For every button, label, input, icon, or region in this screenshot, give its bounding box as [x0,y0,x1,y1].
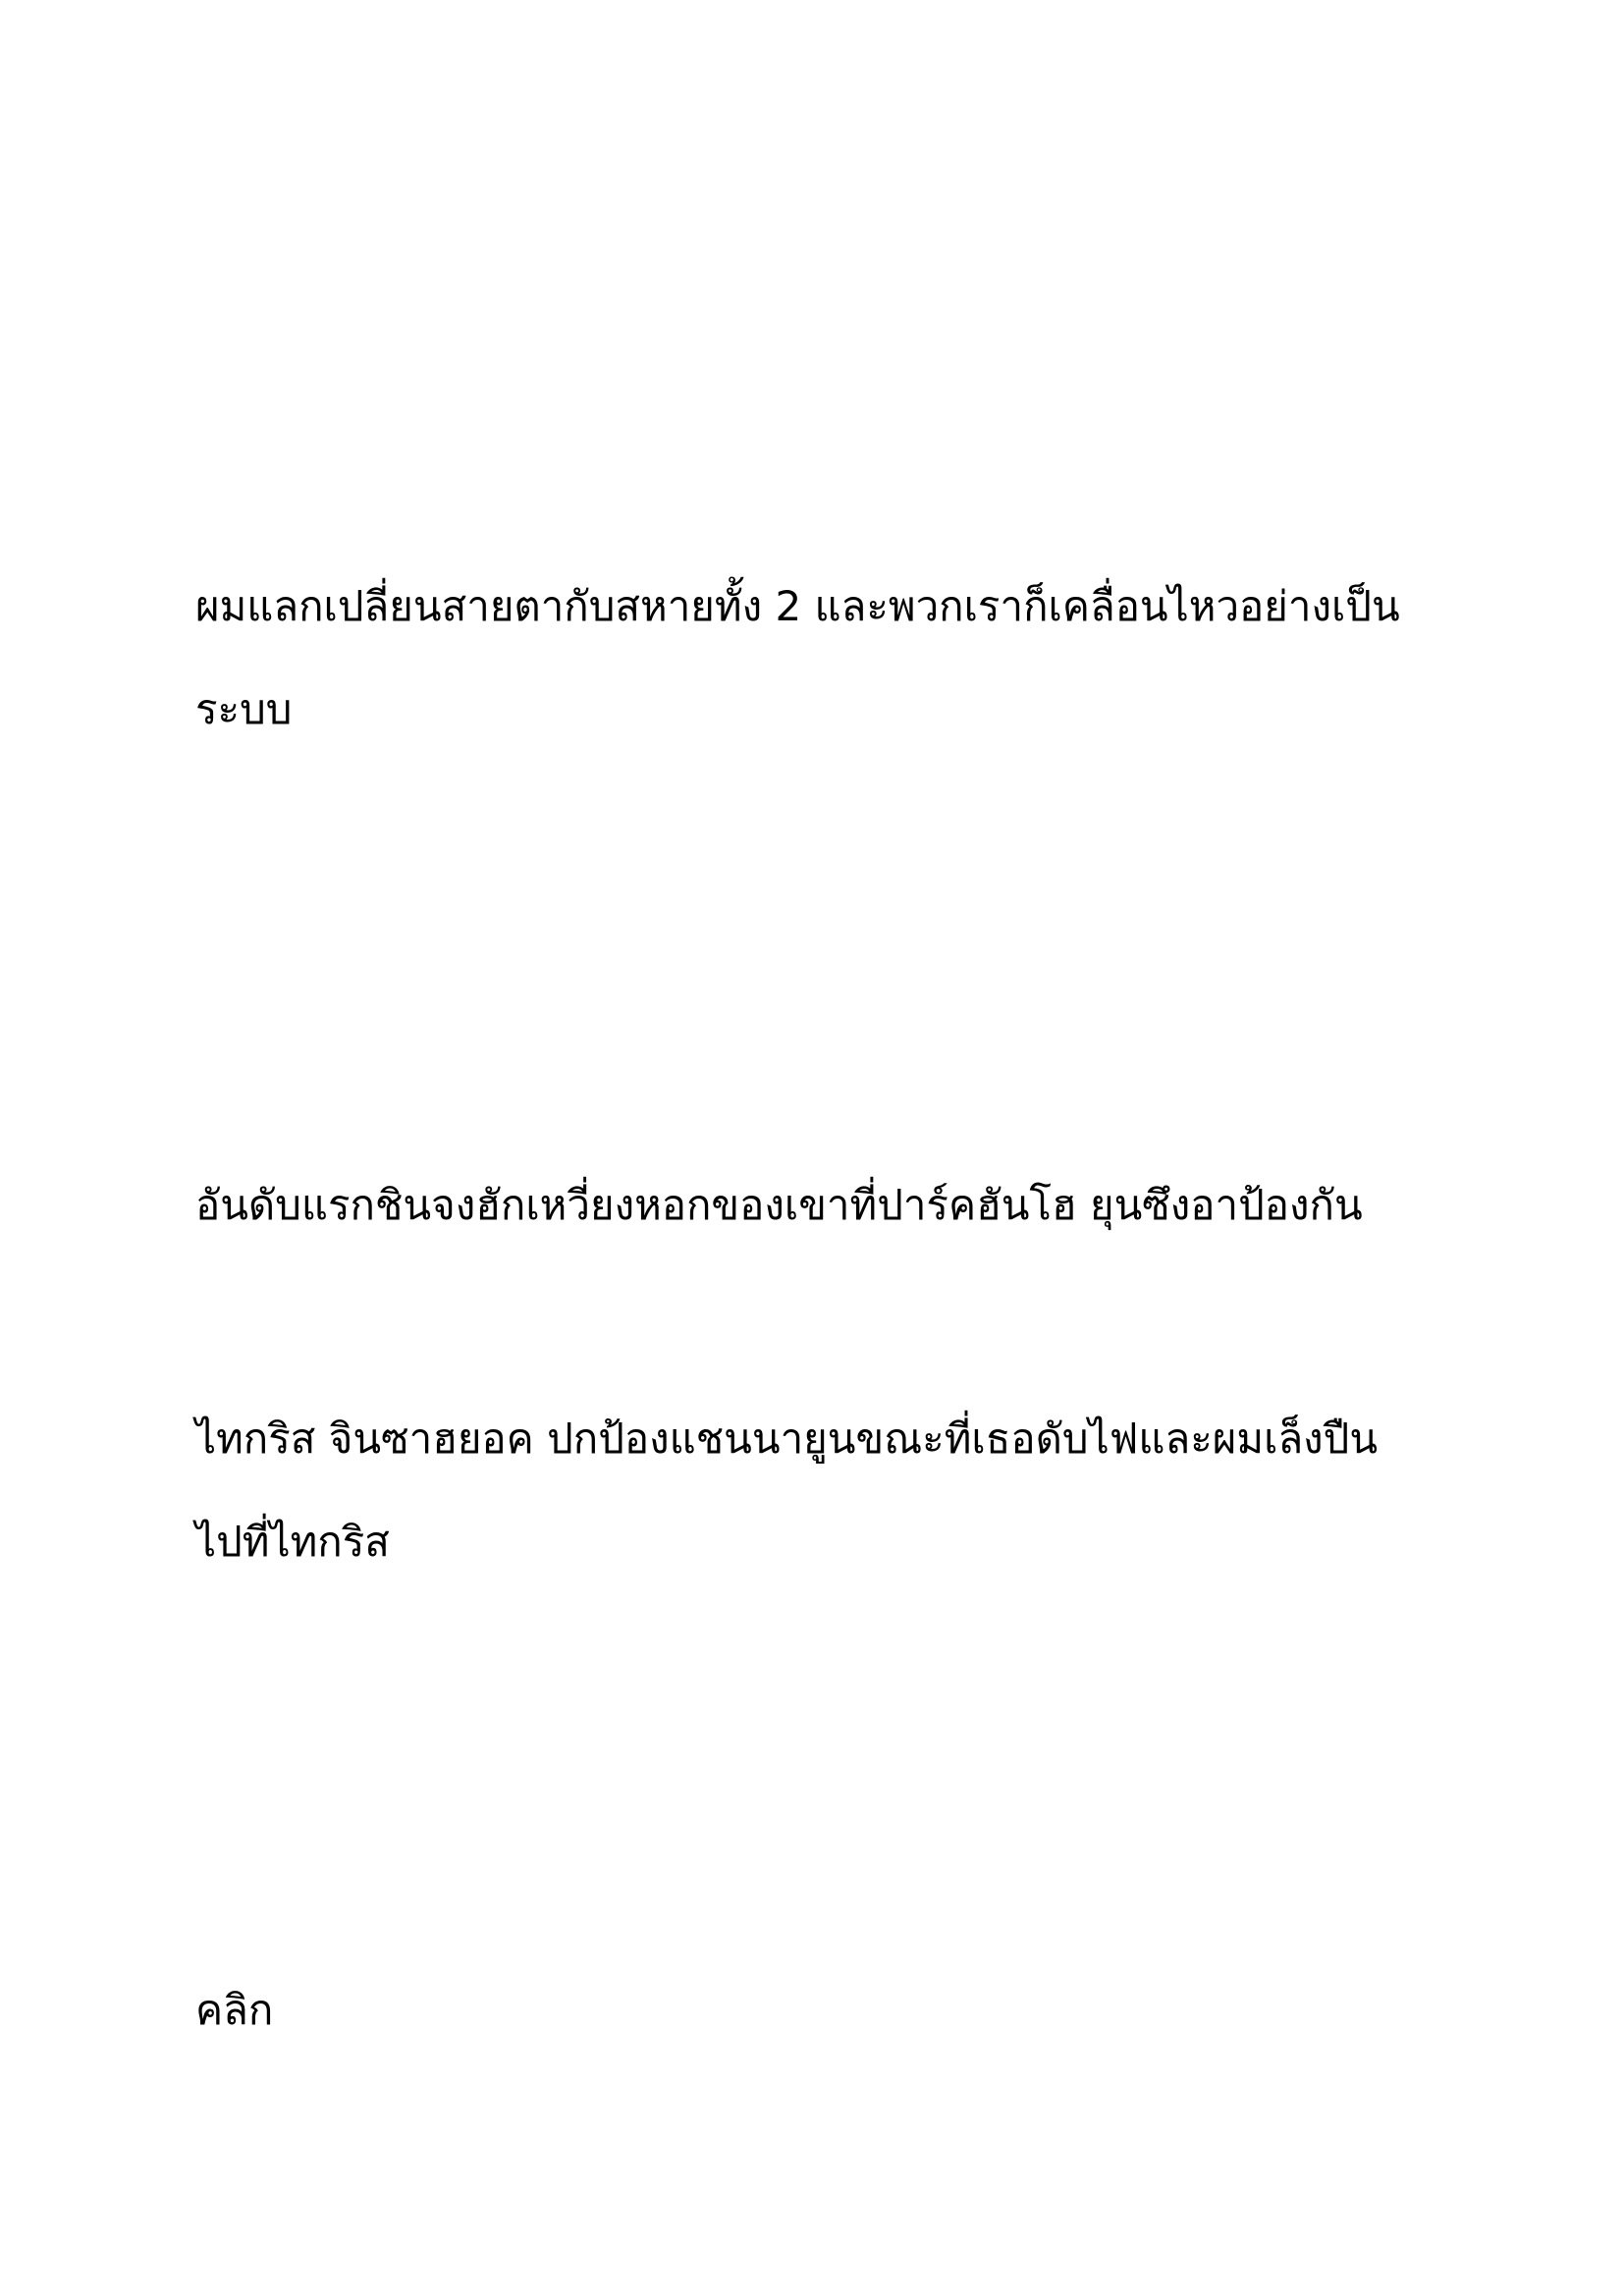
paragraph-3-line-2: ไปที่ไทกริส [195,1518,390,1566]
paragraph-4 [195,1958,1462,2061]
paragraph-1-line-2: ระบบ [195,685,293,733]
paragraph-2-line-1: อันดับแรกชินจงฮักเหวี่ยงหอกของเขาที่ปาร์คฮันโฮ ยุนซึงอาป้องกัน [195,1181,1363,1229]
paragraph-2 [195,1153,1462,1256]
paragraph-1-line-1: ผมแลกเปลี่ยนสายตากับสหายทั้ง 2 และพวกเราก็เคลื่อนไหวอย่างเป็น [195,582,1400,630]
paragraph-1 [195,555,1462,761]
paragraph-3 [195,1387,1462,1593]
paragraph-3-line-1: ไทกริส จินซาฮยอค ปกป้องแชนนายูนขณะที่เธอดับไฟและผมเล็งปืน [195,1415,1379,1463]
paragraph-4-line-1: คลิก [195,1986,274,2034]
